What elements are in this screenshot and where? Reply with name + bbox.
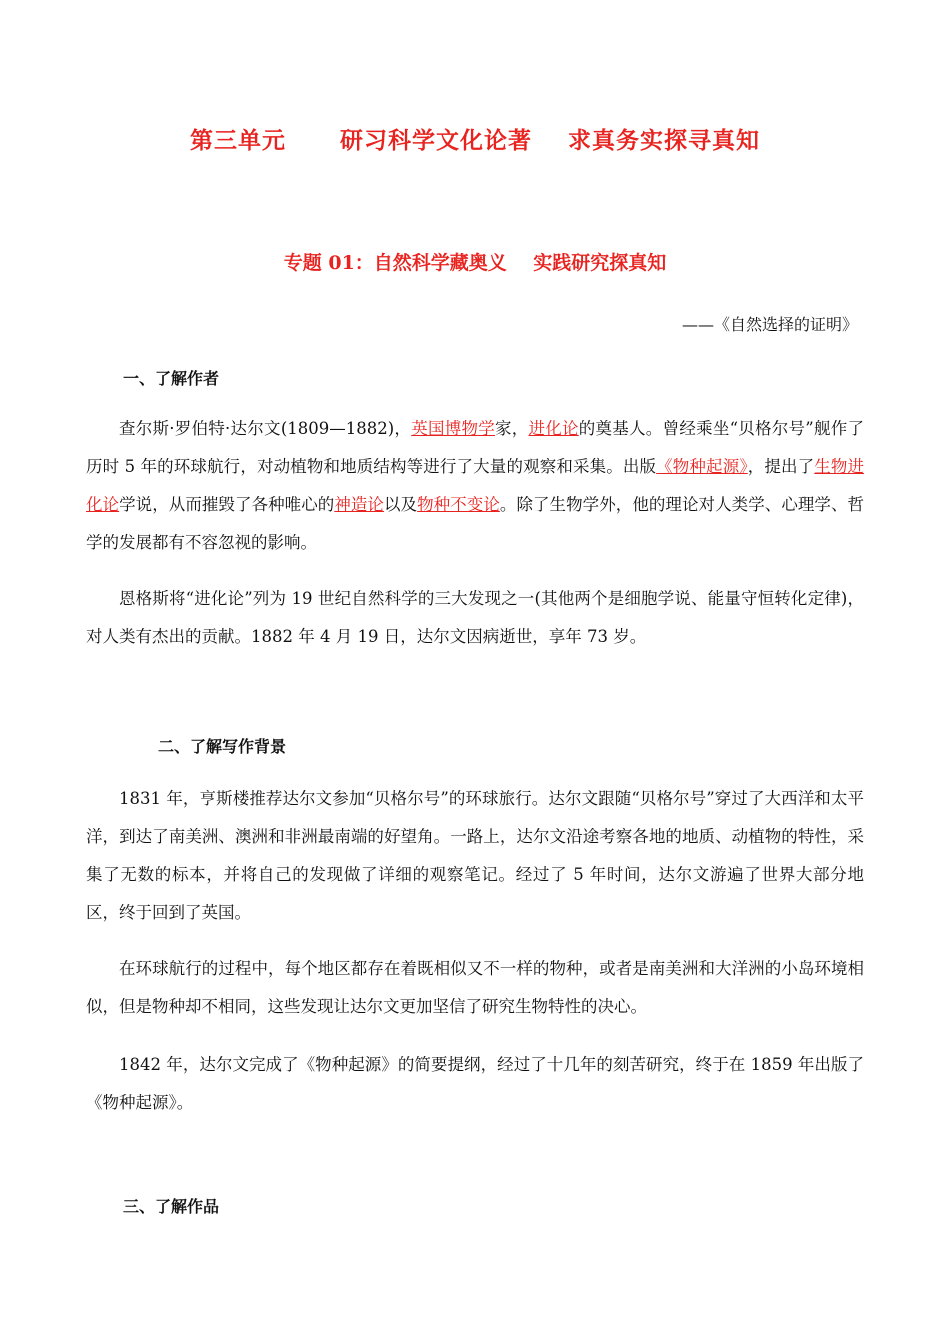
topic-title: 专题 01：自然科学藏奥义 实践研究探真知 xyxy=(283,252,667,274)
background-paragraph-2: 在环球航行的过程中，每个地区都存在着既相似又不一样的物种，或者是南美洲和大洋洲的小岛环境相似，但是物种却不相同，这些发现让达尔文更加坚信了研究生物特性的决心。 xyxy=(86,959,864,1016)
subtitle: ——《自然选择的证明》 xyxy=(681,315,858,334)
text-run: 的奠基人。曾经乘坐“贝格尔号”舰作了历时 5 年的环球航行，对动植物和地质结构等进行了大量的观察和采集。出版 xyxy=(86,419,865,476)
link-evolution-theory[interactable]: 进化论 xyxy=(528,419,579,438)
link-origin-of-species[interactable]: 《物种起源》 xyxy=(656,457,748,476)
background-paragraph-3: 1842 年，达尔文完成了《物种起源》的简要提纲，经过了十几年的刻苦研究，终于在 1859 年出版了《物种起源》。 xyxy=(86,1055,864,1112)
link-creationism[interactable]: 神造论 xyxy=(334,495,384,514)
link-species-immutability[interactable]: 物种不变论 xyxy=(417,495,500,514)
unit-title: 第三单元 研习科学文化论著 求真务实探寻真知 xyxy=(189,127,761,154)
author-paragraph-2: 恩格斯将“进化论”列为 19 世纪自然科学的三大发现之一(其他两个是细胞学说、能量守恒转化定律)，对人类有杰出的贡献。1882 年 4 月 19 日，达尔文因病逝世，享年 73 岁。 xyxy=(86,589,864,646)
text-run: 以及 xyxy=(384,495,418,514)
text-run: ，提出了 xyxy=(747,457,815,476)
section-heading-background: 二、了解写作背景 xyxy=(158,737,287,756)
text-run: 家， xyxy=(494,419,529,438)
link-biological-evolution[interactable]: 生物进化论 xyxy=(86,457,865,514)
section-heading-work: 三、了解作品 xyxy=(123,1197,220,1216)
text-run: 查尔斯·罗伯特·达尔文(1809—1882)， xyxy=(119,419,412,438)
author-paragraph-1 xyxy=(86,410,864,562)
section-heading-author: 一、了解作者 xyxy=(123,369,220,388)
text-run: 学说，从而摧毁了各种唯心的 xyxy=(119,495,335,514)
background-paragraph-1: 1831 年，亨斯楼推荐达尔文参加“贝格尔号”的环球旅行。达尔文跟随“贝格尔号”穿过了大西洋和太平洋，到达了南美洲、澳洲和非洲最南端的好望角。一路上，达尔文沿途考察各地的地质、动植物的特性，采集了无数的标本，并将自己的发现做了详细的观察笔记。经过了 5 年时间，达尔文游遍了世界大部分地区，终于回到了英国。 xyxy=(86,789,864,922)
text-run: 。除了生物学外，他的理论对人类学、心理学、哲学的发展都有不容忽视的影响。 xyxy=(86,495,865,552)
link-british-naturalist[interactable]: 英国博物学 xyxy=(411,419,495,438)
